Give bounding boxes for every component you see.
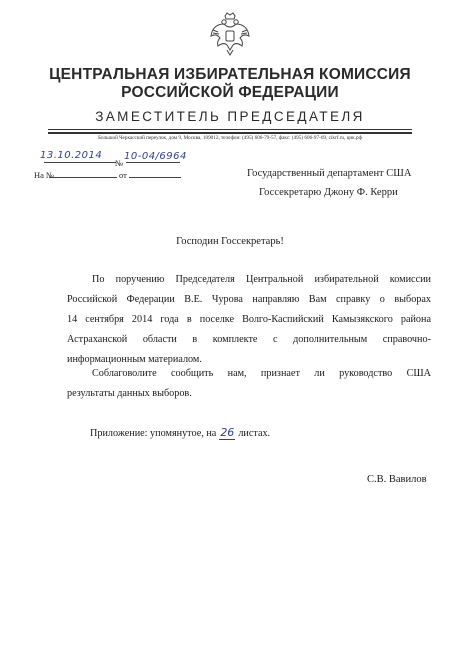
attachment-line [90,427,270,440]
number-blank-line [126,162,180,163]
reference-date-label: от [119,170,127,180]
reference-date-blank [129,177,181,178]
addressee-department: Государственный департамент США [247,168,412,179]
paragraph-line: информационным материалом. [67,354,202,365]
signer-name: С.В. Вавилов [367,474,427,485]
handwritten-page-count: 26 [220,426,235,439]
contact-address-line: Большой Черкасский переулок, дом 9, Москва, 109012, телефон: (495) 606-79-57, факс: (495) 606-97-69, cikrf.ru, цик.рф [98,135,362,141]
body-paragraph-2 [67,364,431,404]
header-divider-thin [48,129,412,130]
paragraph-line: результаты данных выборов. [67,388,192,399]
org-title-line1: ЦЕНТРАЛЬНАЯ ИЗБИРАТЕЛЬНАЯ КОМИССИЯ [49,66,411,83]
attachment-prefix: Приложение: упомянутое, на [90,428,217,439]
double-headed-eagle-emblem-icon [209,10,251,58]
attachment-suffix: листах. [238,428,271,439]
addressee-person: Госсекретарю Джону Ф. Керри [259,187,398,198]
reference-number-blank [49,177,117,178]
position-title: ЗАМЕСТИТЕЛЬ ПРЕДСЕДАТЕЛЯ [95,109,365,124]
paragraph-line: Соблаговолите сообщить нам, признает ли руководство США [92,368,431,379]
handwritten-outgoing-number: 10-04/6964 [124,151,187,162]
org-title-line2: РОССИЙСКОЙ ФЕДЕРАЦИИ [121,84,339,101]
handwritten-date: 13.10.2014 [40,150,103,161]
date-blank-line [44,162,116,163]
reference-number-label: На № [34,170,55,180]
paragraph-line: Астраханской области в комплекте с дополнительным справочно- [67,334,431,345]
header-divider-thick [48,132,412,134]
salutation: Господин Госсекретарь! [176,236,284,247]
number-mark: № [115,158,124,168]
paragraph-line: По поручению Председателя Центральной избирательной комиссии [92,274,431,285]
paragraph-line: Российской Федерации В.Е. Чурова направляю Вам справку о выборах [67,294,431,305]
paragraph-line: 14 сентября 2014 года в поселке Волго-Каспийский Камызякского района [67,314,431,325]
body-paragraph-1 [67,270,431,370]
